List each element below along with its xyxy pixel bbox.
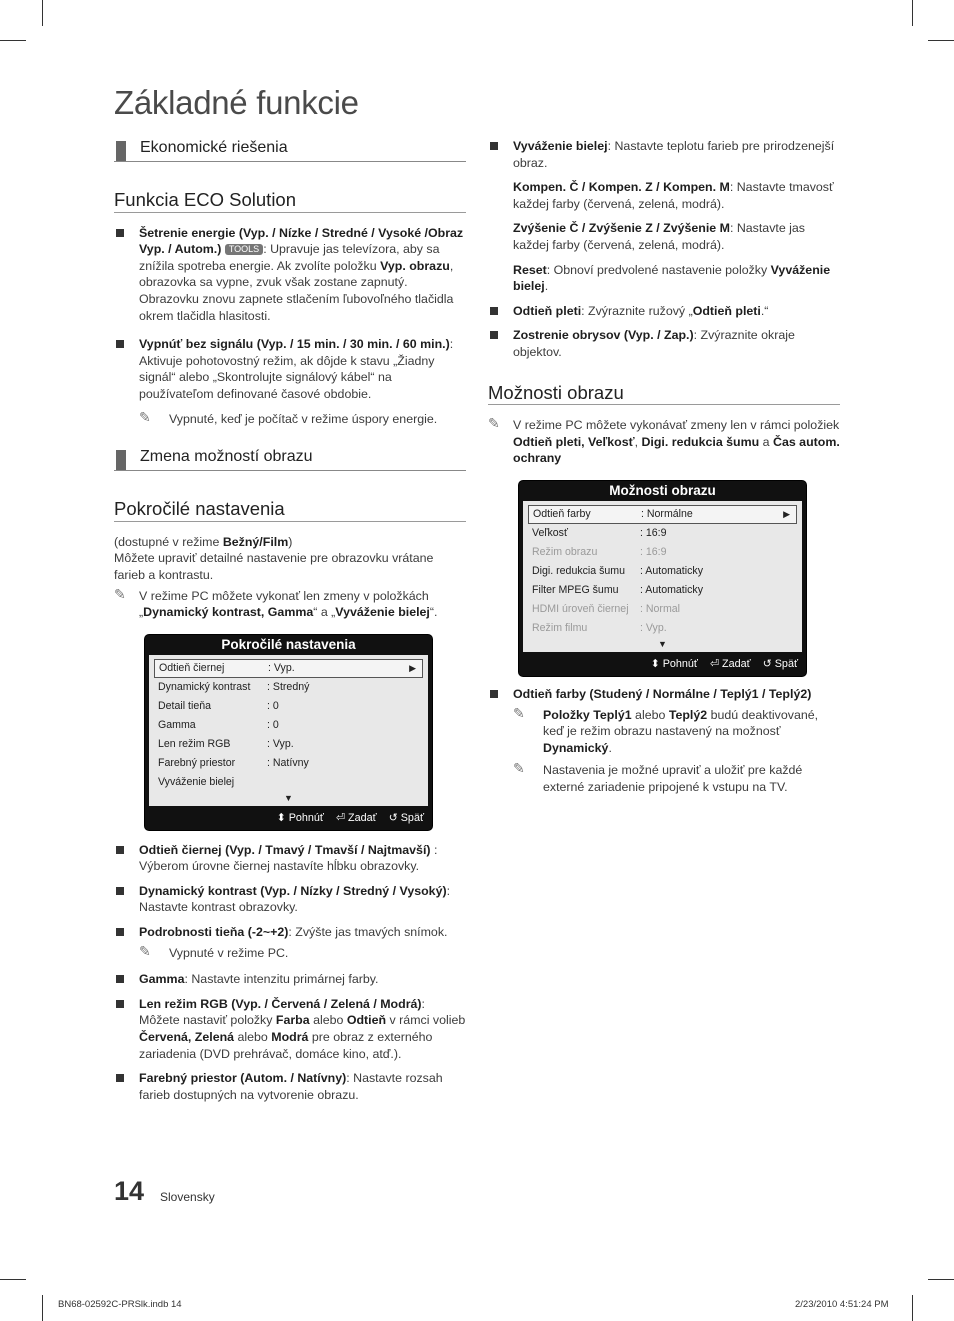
list-item (114, 883, 466, 916)
item-term: Dynamický kontrast, Gamma (143, 605, 314, 620)
right-column (488, 138, 840, 801)
move-icon: ⬍ (276, 811, 286, 824)
enter-icon: ⏎ (335, 811, 346, 824)
note-pen-icon: ✎ (139, 408, 151, 425)
item-term: Gamma (139, 972, 185, 987)
menu-item-value: : 0 (267, 718, 279, 731)
bullet-square-icon (116, 846, 124, 854)
back-icon: ↺ (388, 811, 398, 824)
menu-item-value: : Automaticky (640, 583, 703, 596)
menu-item-value: : Normal (640, 602, 681, 615)
enter-label: Zadať (348, 811, 377, 824)
note-text: V režime PC môžete vykonať len zmeny v položkách „ (139, 588, 429, 620)
menu-item-label: Odtieň čiernej (159, 661, 225, 674)
menu-item-value: : Vyp. (267, 737, 294, 750)
osd-menu-list (523, 501, 802, 652)
osd-menu-item[interactable] (528, 562, 797, 581)
note-text: a (759, 434, 773, 449)
note-pen-icon: ✎ (114, 585, 126, 602)
bullet-square-icon (116, 928, 124, 936)
osd-menu-item (528, 619, 797, 638)
osd-menu-item[interactable] (154, 754, 423, 773)
item-term: Farba (275, 1013, 310, 1028)
menu-item-value: : Vyp. (268, 661, 295, 674)
note-pen-icon: ✎ (488, 415, 500, 432)
menu-item-value: : 16:9 (640, 526, 667, 539)
item-text: : Nastavte intenzitu primárnej farby. (184, 972, 379, 987)
note (488, 417, 840, 467)
item-text: alebo (309, 1013, 347, 1028)
item-term: Podrobnosti tieňa (-2~+2) (139, 925, 289, 940)
back-icon: ↺ (762, 657, 772, 670)
crop-mark (42, 1295, 43, 1321)
list-item (488, 327, 840, 360)
osd-menu-footer (145, 806, 432, 830)
osd-menu-item[interactable] (154, 697, 423, 716)
note-text: budú deaktivované, keď je režim obrazu nastavený na možnosť (543, 707, 819, 739)
crop-mark (912, 0, 913, 26)
menu-item-label: Odtieň farby (533, 507, 591, 520)
menu-item-value: : Automaticky (640, 564, 703, 577)
note (488, 704, 840, 757)
item-term: Reset (513, 262, 547, 277)
menu-item-label: Režim obrazu (532, 545, 598, 558)
item-text: : Výberom úrovne čiernej nastavíte hĺbku obrazovky. (139, 842, 438, 874)
scroll-down-icon[interactable]: ▼ (284, 792, 293, 803)
osd-menu-title: Pokročilé nastavenia (221, 636, 356, 652)
item-text: : Zvýraznite ružový „ (581, 303, 693, 318)
item-term: Odtieň pleti (692, 303, 761, 318)
section-header-picture-options (114, 447, 466, 471)
crop-mark (928, 40, 954, 41)
item-term: Odtieň pleti (513, 303, 582, 318)
menu-item-label: Farebný priestor (158, 756, 236, 769)
menu-item-label: Režim filmu (532, 621, 588, 634)
item-term: Odtieň farby (Studený / Normálne / Teplý1 / Teplý2) (513, 686, 812, 701)
item-term: Modrá (271, 1030, 309, 1045)
item-term: Bežný/Film (222, 534, 289, 549)
note-pen-icon: ✎ (513, 704, 525, 721)
item-term: Zostrenie obrysov (Vyp. / Zap.) (513, 328, 694, 343)
item-term: Odtieň čiernej (Vyp. / Tmavý / Tmavší / Najtmavší) (139, 842, 431, 857)
sub-items (488, 179, 840, 295)
menu-item-label: Len režim RGB (158, 737, 231, 750)
crop-mark (0, 40, 26, 41)
menu-item-label: Veľkosť (532, 526, 568, 539)
paragraph (114, 534, 466, 551)
item-text: : Nastavte jas každej farby (červená, zelená, modrá). (513, 221, 806, 252)
item-text: . (544, 279, 549, 294)
osd-menu-advanced-settings (145, 635, 432, 830)
list-item (114, 1070, 466, 1103)
item-term: Odtieň (346, 1013, 387, 1028)
item-term: Dynamický kontrast (Vyp. / Nízky / Stredný / Vysoký) (139, 883, 447, 898)
page-number: 14 (114, 1176, 145, 1206)
item-text: : Upravuje jas televízora, aby sa znížila spotreba energie. Ak zvolíte položku (139, 242, 440, 273)
note (114, 585, 466, 621)
menu-item-value: : 16:9 (640, 545, 667, 558)
menu-item-label: Vyváženie bielej (158, 775, 235, 788)
note (488, 762, 840, 795)
item-term: Teplý2 (668, 707, 708, 722)
item-text: , obrazovka sa vypne, zvuk však zostane zapnutý. Obrazovku znovu zapnete stlačením ľubovoľného tlačidla okrem tlačidla hlasitosti. (139, 258, 454, 323)
osd-menu-item[interactable] (528, 581, 797, 600)
section-bar (116, 450, 126, 470)
scroll-down-icon[interactable]: ▼ (658, 638, 667, 649)
osd-menu-item[interactable] (154, 735, 423, 754)
item-text: .“ (760, 303, 769, 318)
bullet-square-icon (116, 340, 124, 348)
item-text: : Nastavte rozsah farieb dostupných na vytvorenie obrazu. (139, 1071, 443, 1102)
item-text: : Zvýraznite okraje objektov. (513, 328, 795, 359)
item-text: : Aktivuje pohotovostný režim, ak dôjde k stavu „Žiadny signál“ alebo „Skontrolujte signálový kábel“ na používateľom definované časové obdobie. (139, 337, 454, 401)
print-footer-date: 2/23/2010 4:51:24 PM (795, 1299, 889, 1310)
list-item (114, 996, 466, 1062)
osd-menu-title: Možnosti obrazu (609, 482, 716, 498)
note-text: Nastavenia je možné upraviť a uložiť pre každé externé zariadenie pripojené k vstupu na TV. (543, 763, 803, 794)
note (114, 408, 466, 428)
page-language: Slovensky (160, 1190, 215, 1204)
osd-menu-item[interactable] (154, 678, 423, 697)
item-term: Vyváženie bielej (335, 605, 430, 620)
note-text: Vypnuté v režime PC. (169, 945, 289, 960)
bullet-square-icon (116, 975, 124, 983)
sub-paragraph (513, 220, 840, 253)
osd-menu-item[interactable] (528, 505, 797, 524)
osd-menu-item[interactable] (154, 773, 423, 792)
section-title: Ekonomické riešenia (140, 139, 288, 156)
item-text: : Zvýšte jas tmavých snímok. (288, 925, 448, 940)
menu-item-value: : Natívny (267, 756, 309, 769)
bullet-square-icon (490, 690, 498, 698)
item-term: Čas autom. ochrany (513, 434, 840, 466)
item-term: Digi. redukcia šumu (641, 434, 760, 449)
bullet-square-icon (116, 887, 124, 895)
menu-item-value: : Normálne (641, 507, 693, 520)
item-term: Dynamický (543, 740, 609, 755)
menu-item-label: Detail tieňa (158, 699, 211, 712)
note-pen-icon: ✎ (513, 760, 525, 777)
note-text: alebo (631, 707, 669, 722)
osd-menu-item[interactable] (154, 716, 423, 735)
bullet-square-icon (490, 331, 498, 339)
note-text: “ a „ (313, 605, 336, 620)
note-text: , (634, 434, 642, 449)
list-item (114, 924, 466, 941)
menu-item-value: : Vyp. (640, 621, 667, 634)
item-text: pre obraz z externého zariadenia (DVD prehrávač, domáce kino, atď.). (139, 1030, 433, 1061)
print-footer-file: BN68-02592C-PRSlk.indb 14 (58, 1299, 182, 1310)
item-term: Odtieň pleti, Veľkosť (513, 434, 635, 449)
item-term: Vyp. obrazu (380, 258, 450, 273)
osd-menu-picture-options (519, 481, 806, 676)
item-text: ) (288, 534, 293, 549)
osd-menu-item[interactable] (528, 524, 797, 543)
menu-item-value: : Stredný (267, 680, 310, 693)
item-text: : Nastavte teplotu farieb pre prirodzenejší obraz. (513, 139, 835, 170)
page-title: Základné funkcie (114, 84, 359, 121)
item-text: : Obnoví predvolené nastavenie položky (546, 262, 771, 277)
crop-mark (42, 0, 43, 26)
crop-mark (0, 1279, 26, 1280)
list-item (114, 971, 466, 988)
item-term: Kompen. Č / Kompen. Z / Kompen. M (513, 180, 730, 195)
list-item (488, 138, 840, 171)
enter-icon: ⏎ (709, 657, 720, 670)
item-term: Šetrenie energie (Vyp. / Nízke / Stredné / Vysoké /Obraz Vyp. / Autom.) (139, 225, 464, 257)
arrow-right-icon: ▶ (409, 662, 416, 673)
bullet-square-icon (116, 1000, 124, 1008)
item-text: : Nastavte tmavosť každej farby (červená, zelená, modrá). (513, 180, 834, 211)
item-term: Zvýšenie Č / Zvýšenie Z / Zvýšenie M (513, 221, 730, 236)
sub-paragraph (513, 179, 840, 212)
subheading-picture-options: Možnosti obrazu (488, 385, 840, 406)
osd-menu-footer (519, 652, 806, 676)
crop-mark (912, 1295, 913, 1321)
bullet-square-icon (490, 307, 498, 315)
item-term: Len režim RGB (Vyp. / Červená / Zelená / Modrá) (139, 996, 422, 1011)
back-label: Späť (774, 657, 798, 670)
enter-label: Zadať (722, 657, 751, 670)
section-bar (116, 141, 126, 161)
item-term: Vypnúť bez signálu (Vyp. / 15 min. / 30 min. / 60 min.) (139, 337, 450, 352)
item-term: Vyváženie bielej (513, 262, 831, 294)
list-item (114, 842, 466, 875)
menu-item-label: Digi. redukcia šumu (532, 564, 626, 577)
menu-item-label: Gamma (158, 718, 196, 731)
list-item (114, 336, 466, 402)
menu-item-label: Filter MPEG šumu (532, 583, 619, 596)
bullet-square-icon (490, 142, 498, 150)
arrow-right-icon: ▶ (783, 508, 790, 519)
item-term: Položky Teplý1 (543, 707, 632, 722)
note-text: . (608, 740, 612, 755)
tools-icon: TOOLS (225, 244, 263, 255)
note (114, 942, 466, 962)
item-text: v rámci volieb (386, 1013, 466, 1028)
menu-item-label: Dynamický kontrast (158, 680, 251, 693)
sub-paragraph (513, 262, 840, 295)
osd-menu-item (528, 600, 797, 619)
osd-menu-list (149, 655, 428, 806)
note-text: Vypnuté, keď je počítač v režime úspory energie. (169, 411, 438, 426)
section-title: Zmena možností obrazu (140, 448, 313, 466)
subheading-advanced-settings: Pokročilé nastavenia (114, 501, 466, 522)
list-item (488, 303, 840, 320)
item-term: Červená, Zelená (139, 1030, 235, 1045)
move-label: Pohnúť (662, 657, 698, 670)
paragraph: Môžete upraviť detailné nastavenie pre obrazovku vrátane farieb a kontrastu. (114, 551, 434, 582)
item-text: : Nastavte kontrast obrazovky. (139, 883, 451, 915)
bullet-square-icon (116, 229, 124, 237)
item-text: : Môžete nastaviť položky (139, 996, 425, 1028)
list-item (488, 686, 840, 703)
osd-menu-item (528, 543, 797, 562)
note-pen-icon: ✎ (139, 942, 151, 959)
item-term: Farebný priestor (Autom. / Natívny) (139, 1071, 347, 1086)
menu-item-label: HDMI úroveň čiernej (532, 602, 629, 615)
crop-mark (928, 1279, 954, 1280)
item-text: alebo (234, 1030, 272, 1045)
subheading-eco-solution: Funkcia ECO Solution (114, 192, 466, 213)
osd-menu-item[interactable] (154, 659, 423, 678)
move-icon: ⬍ (650, 657, 660, 670)
list-item (114, 225, 466, 325)
item-term: Vyváženie bielej (513, 139, 608, 153)
move-label: Pohnúť (288, 811, 324, 824)
menu-item-value: : 0 (267, 699, 279, 712)
item-text: (dostupné v režime (114, 534, 223, 549)
note-text: “. (429, 605, 438, 620)
bullet-square-icon (116, 1074, 124, 1082)
left-column (114, 138, 466, 1111)
note-text: V režime PC môžete vykonávať zmeny len v rámci položiek (513, 418, 840, 433)
back-label: Späť (400, 811, 424, 824)
section-header-eco (114, 138, 466, 162)
